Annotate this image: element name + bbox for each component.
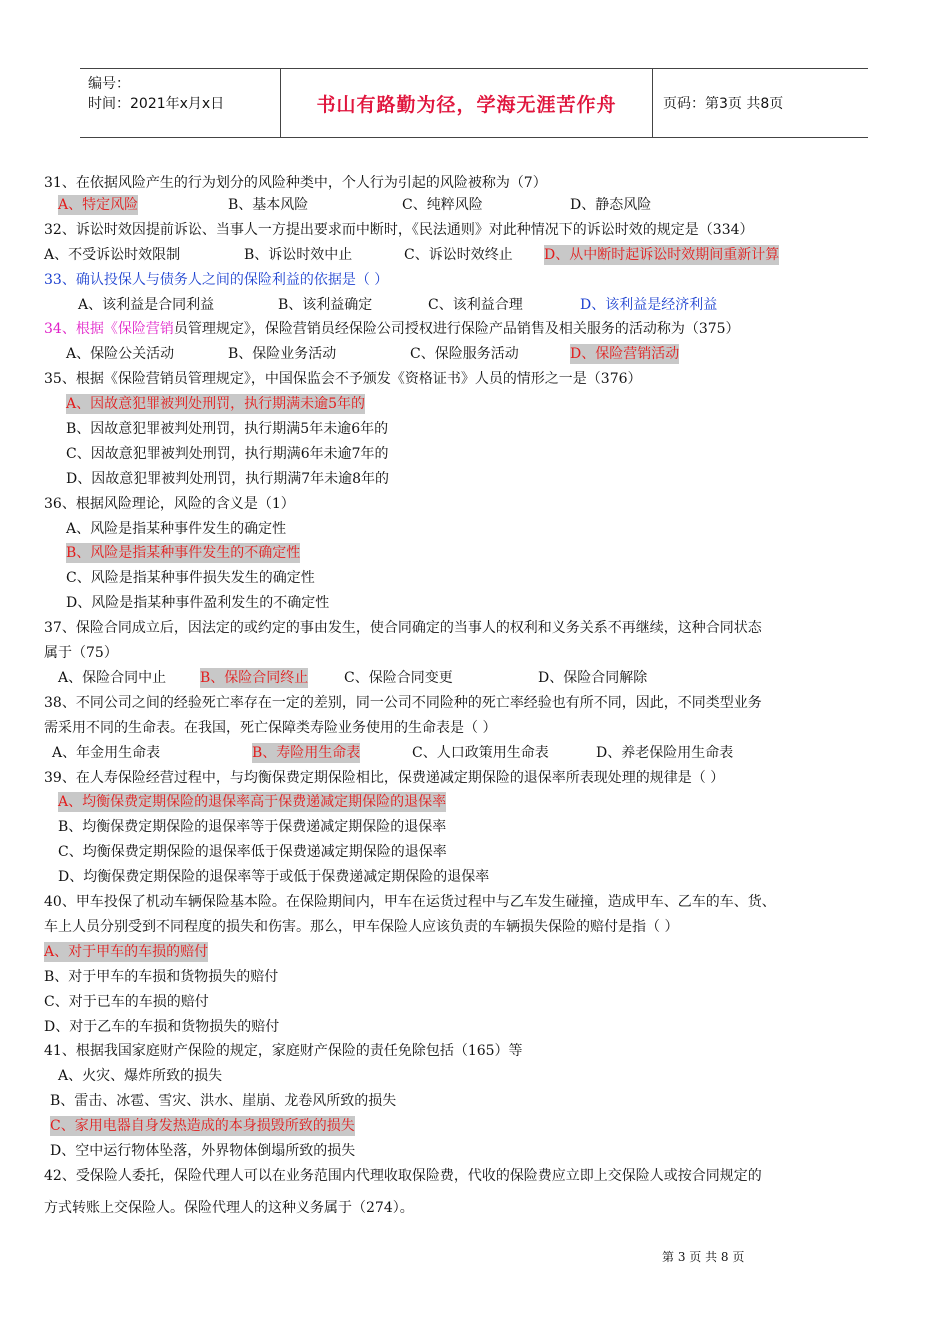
q32-option-a: A、不受诉讼时效限制 bbox=[44, 247, 181, 263]
q32-option-b: B、诉讼时效中止 bbox=[244, 247, 353, 263]
q38-option-d: D、养老保险用生命表 bbox=[596, 745, 734, 761]
q38-option-a: A、年金用生命表 bbox=[52, 745, 161, 761]
q36-option-d: D、风险是指某种事件盈利发生的不确定性 bbox=[66, 595, 330, 611]
q34-stem-rest: 员管理规定》，保险营销员经保险公司授权进行保险产品销售及相关服务的活动称为（375） bbox=[173, 321, 740, 337]
number-label: 编号： bbox=[88, 76, 130, 92]
q31-option-a: A、特定风险 bbox=[58, 197, 139, 213]
q40-option-c: C、对于已车的车损的赔付 bbox=[44, 994, 209, 1010]
time-label: 时间：2021年x月x日 bbox=[88, 96, 225, 112]
q38-option-b: B、寿险用生命表 bbox=[252, 745, 361, 761]
q40-option-a: A、对于甲车的车损的赔付 bbox=[44, 944, 209, 960]
q32-option-c: C、诉讼时效终止 bbox=[404, 247, 513, 263]
q35-stem: 35、根据《保险营销员管理规定》，中国保监会不予颁发《资格证书》人员的情形之一是（376） bbox=[44, 371, 642, 387]
q39-option-a: A、均衡保费定期保险的退保率高于保费递减定期保险的退保率 bbox=[58, 794, 447, 810]
q40-stem-line1: 40、甲车投保了机动车辆保险基本险。在保险期间内，甲车在运货过程中与乙车发生碰撞，造成甲车、乙车的车、货、 bbox=[44, 894, 776, 910]
q41-option-a: A、火灾、爆炸所致的损失 bbox=[58, 1068, 223, 1084]
q34-stem bbox=[44, 319, 740, 339]
q38-option-c: C、人口政策用生命表 bbox=[412, 745, 549, 761]
q37-option-b: B、保险合同终止 bbox=[200, 670, 309, 686]
q41-option-b: B、雷击、冰雹、雪灾、洪水、崖崩、龙卷风所致的损失 bbox=[50, 1093, 397, 1109]
q37-option-d: D、保险合同解除 bbox=[538, 670, 648, 686]
q38-stem-line1: 38、不同公司之间的经验死亡率存在一定的差别，同一公司不同险种的死亡率经验也有所不同，因此，不同类型业务 bbox=[44, 695, 762, 711]
q33-option-c: C、该利益合理 bbox=[428, 297, 523, 313]
q33-option-d: D、该利益是经济利益 bbox=[580, 297, 718, 313]
q35-option-b: B、因故意犯罪被判处刑罚，执行期满5年未逾6年的 bbox=[66, 421, 389, 437]
q37-option-a: A、保险合同中止 bbox=[58, 670, 167, 686]
q41-option-d: D、空中运行物体坠落，外界物体倒塌所致的损失 bbox=[50, 1143, 356, 1159]
q39-option-c: C、均衡保费定期保险的退保率低于保费递减定期保险的退保率 bbox=[58, 844, 447, 860]
q39-option-d: D、均衡保费定期保险的退保率等于或低于保费递减定期保险的退保率 bbox=[58, 869, 490, 885]
q39-option-b: B、均衡保费定期保险的退保率等于保费递减定期保险的退保率 bbox=[58, 819, 447, 835]
q36-option-c: C、风险是指某种事件损失发生的确定性 bbox=[66, 570, 315, 586]
q34-option-d: D、保险营销活动 bbox=[570, 346, 680, 362]
header-meta-cell bbox=[80, 69, 281, 137]
motto: 书山有路勤为径，学海无涯苦作舟 bbox=[316, 93, 617, 116]
header-motto-cell bbox=[281, 69, 653, 137]
q34-option-b: B、保险业务活动 bbox=[228, 346, 337, 362]
q31-stem: 31、在依据风险产生的行为划分的风险种类中，个人行为引起的风险被称为（7） bbox=[44, 175, 547, 191]
q40-option-b: B、对于甲车的车损和货物损失的赔付 bbox=[44, 969, 279, 985]
q36-option-b: B、风险是指某种事件发生的不确定性 bbox=[66, 545, 301, 561]
q31-option-d: D、静态风险 bbox=[570, 197, 652, 213]
q38-stem-line2: 需采用不同的生命表。在我国，死亡保障类寿险业务使用的生命表是（ ） bbox=[44, 720, 497, 736]
q35-option-c: C、因故意犯罪被判处刑罚，执行期满6年未逾7年的 bbox=[66, 446, 389, 462]
q40-stem-line2: 车上人员分别受到不同程度的损失和伤害。那么，甲车保险人应该负责的车辆损失保险的赔付是指（ ） bbox=[44, 919, 679, 935]
q42-stem-line1: 42、受保险人委托，保险代理人可以在业务范围内代理收取保险费，代收的保险费应立即上交保险人或按合同规定的 bbox=[44, 1168, 762, 1184]
q39-stem: 39、在人寿保险经营过程中，与均衡保费定期保险相比，保费递减定期保险的退保率所表现处理的规律是（ ） bbox=[44, 770, 725, 786]
page-info: 页码：第3页 共8页 bbox=[663, 96, 784, 112]
q37-stem-line2: 属于（75） bbox=[44, 645, 118, 661]
q36-stem: 36、根据风险理论，风险的含义是（1） bbox=[44, 496, 295, 512]
q34-option-a: A、保险公关活动 bbox=[66, 346, 175, 362]
q32-option-d: D、从中断时起诉讼时效期间重新计算 bbox=[544, 247, 780, 263]
q33-option-b: B、该利益确定 bbox=[278, 297, 373, 313]
q35-option-d: D、因故意犯罪被判处刑罚，执行期满7年未逾8年的 bbox=[66, 471, 390, 487]
q37-stem-line1: 37、保险合同成立后，因法定的或约定的事由发生，使合同确定的当事人的权利和义务关系不再继续，这种合同状态 bbox=[44, 620, 762, 636]
q42-stem-line2: 方式转账上交保险人。保险代理人的这种义务属于（274）。 bbox=[44, 1200, 414, 1216]
q36-option-a: A、风险是指某种事件发生的确定性 bbox=[66, 521, 287, 537]
q33-stem: 33、确认投保人与债务人之间的保险利益的依据是（ ） bbox=[44, 272, 389, 288]
q40-option-d: D、对于乙车的车损和货物损失的赔付 bbox=[44, 1019, 280, 1035]
q33-option-a: A、该利益是合同利益 bbox=[78, 297, 215, 313]
header-page-cell bbox=[653, 69, 868, 137]
q34-option-c: C、保险服务活动 bbox=[410, 346, 519, 362]
q41-option-c: C、家用电器自身发热造成的本身损毁所致的损失 bbox=[50, 1118, 355, 1134]
q35-option-a: A、因故意犯罪被判处刑罚，执行期满未逾5年的 bbox=[66, 396, 366, 412]
q32-stem: 32、诉讼时效因提前诉讼、当事人一方提出要求而中断时，《民法通则》对此种情况下的诉讼时效的规定是（334） bbox=[44, 222, 754, 238]
q37-option-c: C、保险合同变更 bbox=[344, 670, 453, 686]
q31-option-c: C、纯粹风险 bbox=[402, 197, 483, 213]
page-footer: 第 3 页 共 8 页 bbox=[662, 1250, 745, 1264]
q34-stem-highlight: 34、根据《保险营销 bbox=[44, 321, 174, 337]
page-header bbox=[80, 68, 868, 138]
q31-option-b: B、基本风险 bbox=[228, 197, 309, 213]
q41-stem: 41、根据我国家庭财产保险的规定，家庭财产保险的责任免除包括（165）等 bbox=[44, 1043, 523, 1059]
